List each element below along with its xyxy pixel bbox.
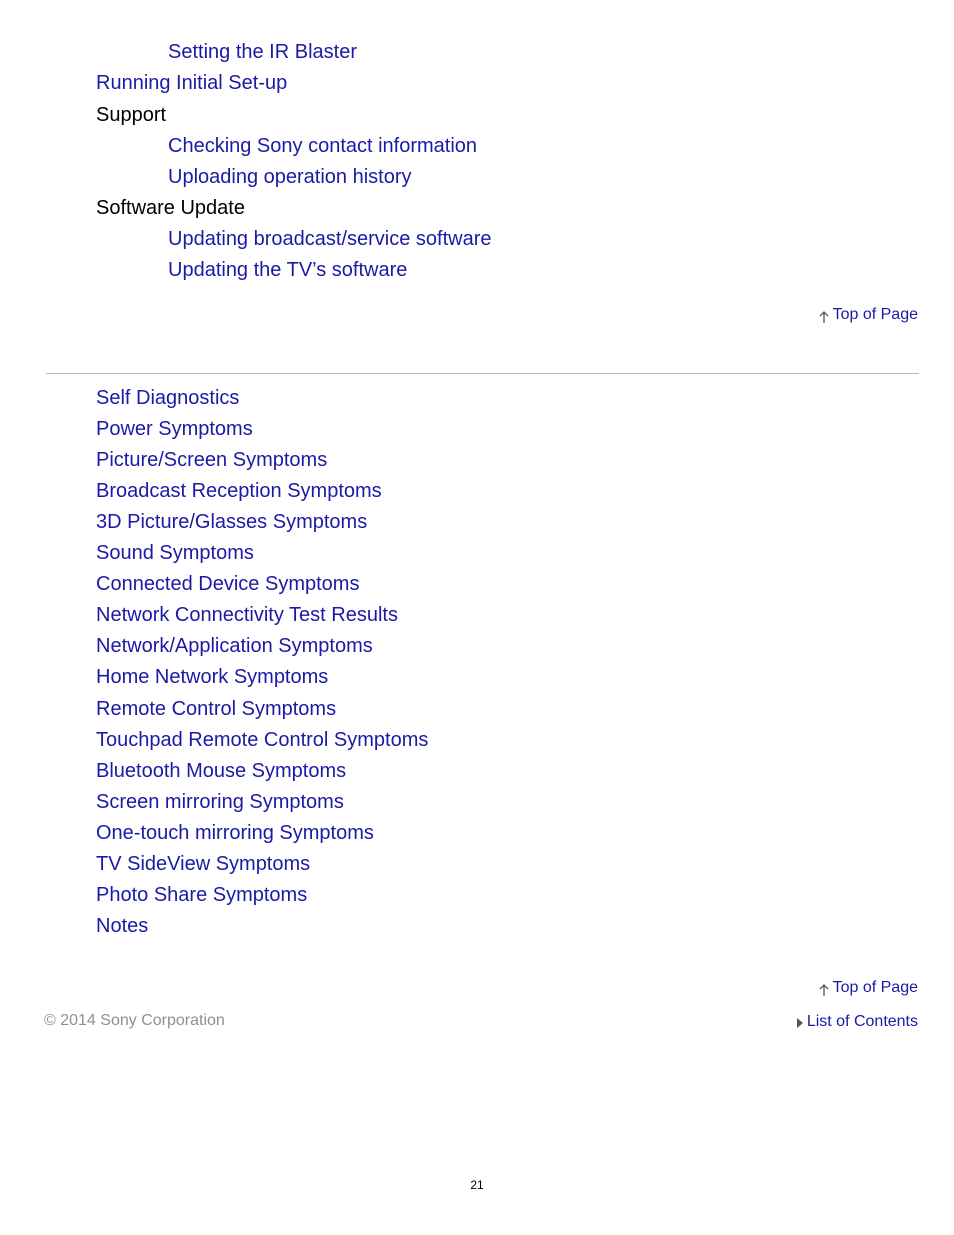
- troubleshooting-link[interactable]: Connected Device Symptoms: [96, 573, 360, 595]
- toc-link-setting-ir-blaster[interactable]: Setting the IR Blaster: [168, 41, 357, 63]
- troubleshooting-link[interactable]: Photo Share Symptoms: [96, 884, 308, 906]
- top-of-page-label: Top of Page: [832, 306, 918, 323]
- troubleshooting-link[interactable]: Remote Control Symptoms: [96, 698, 337, 720]
- toc-link-uploading-operation-history[interactable]: Uploading operation history: [168, 166, 412, 188]
- toc-heading-support: Support: [96, 104, 167, 126]
- troubleshooting-link[interactable]: One-touch mirroring Symptoms: [96, 822, 374, 844]
- arrow-up-icon: [818, 310, 830, 324]
- troubleshooting-link[interactable]: Touchpad Remote Control Symptoms: [96, 729, 429, 751]
- troubleshooting-link[interactable]: 3D Picture/Glasses Symptoms: [96, 511, 368, 533]
- troubleshooting-link[interactable]: Bluetooth Mouse Symptoms: [96, 760, 347, 782]
- toc-link-checking-sony-contact[interactable]: Checking Sony contact information: [168, 135, 478, 157]
- triangle-right-icon: [797, 1018, 803, 1028]
- toc-link-running-initial-setup[interactable]: Running Initial Set-up: [96, 72, 288, 94]
- top-of-page-label: Top of Page: [832, 979, 918, 996]
- troubleshooting-link[interactable]: Sound Symptoms: [96, 542, 254, 564]
- troubleshooting-link[interactable]: Picture/Screen Symptoms: [96, 449, 328, 471]
- list-of-contents-link[interactable]: [797, 1012, 918, 1032]
- troubleshooting-link[interactable]: TV SideView Symptoms: [96, 853, 311, 875]
- toc-link-updating-broadcast-software[interactable]: Updating broadcast/service software: [168, 228, 492, 250]
- troubleshooting-link[interactable]: Network Connectivity Test Results: [96, 604, 398, 626]
- troubleshooting-link[interactable]: Screen mirroring Symptoms: [96, 791, 344, 813]
- list-of-contents-label: List of Contents: [806, 1013, 918, 1030]
- arrow-up-icon: [818, 983, 830, 997]
- top-of-page-link[interactable]: [818, 305, 918, 325]
- top-of-page-link-bottom[interactable]: [818, 978, 918, 998]
- troubleshooting-link[interactable]: Home Network Symptoms: [96, 666, 329, 688]
- troubleshooting-link[interactable]: Broadcast Reception Symptoms: [96, 480, 382, 502]
- troubleshooting-link[interactable]: Self Diagnostics: [96, 387, 240, 409]
- section-divider: [46, 373, 919, 374]
- troubleshooting-link[interactable]: Network/Application Symptoms: [96, 635, 373, 657]
- troubleshooting-link[interactable]: Notes: [96, 915, 149, 937]
- troubleshooting-link[interactable]: Power Symptoms: [96, 418, 253, 440]
- toc-link-updating-tv-software[interactable]: Updating the TV’s software: [168, 259, 408, 281]
- copyright-text: © 2014 Sony Corporation: [44, 1012, 225, 1029]
- page-number: 21: [470, 1178, 484, 1192]
- toc-heading-software-update: Software Update: [96, 197, 245, 219]
